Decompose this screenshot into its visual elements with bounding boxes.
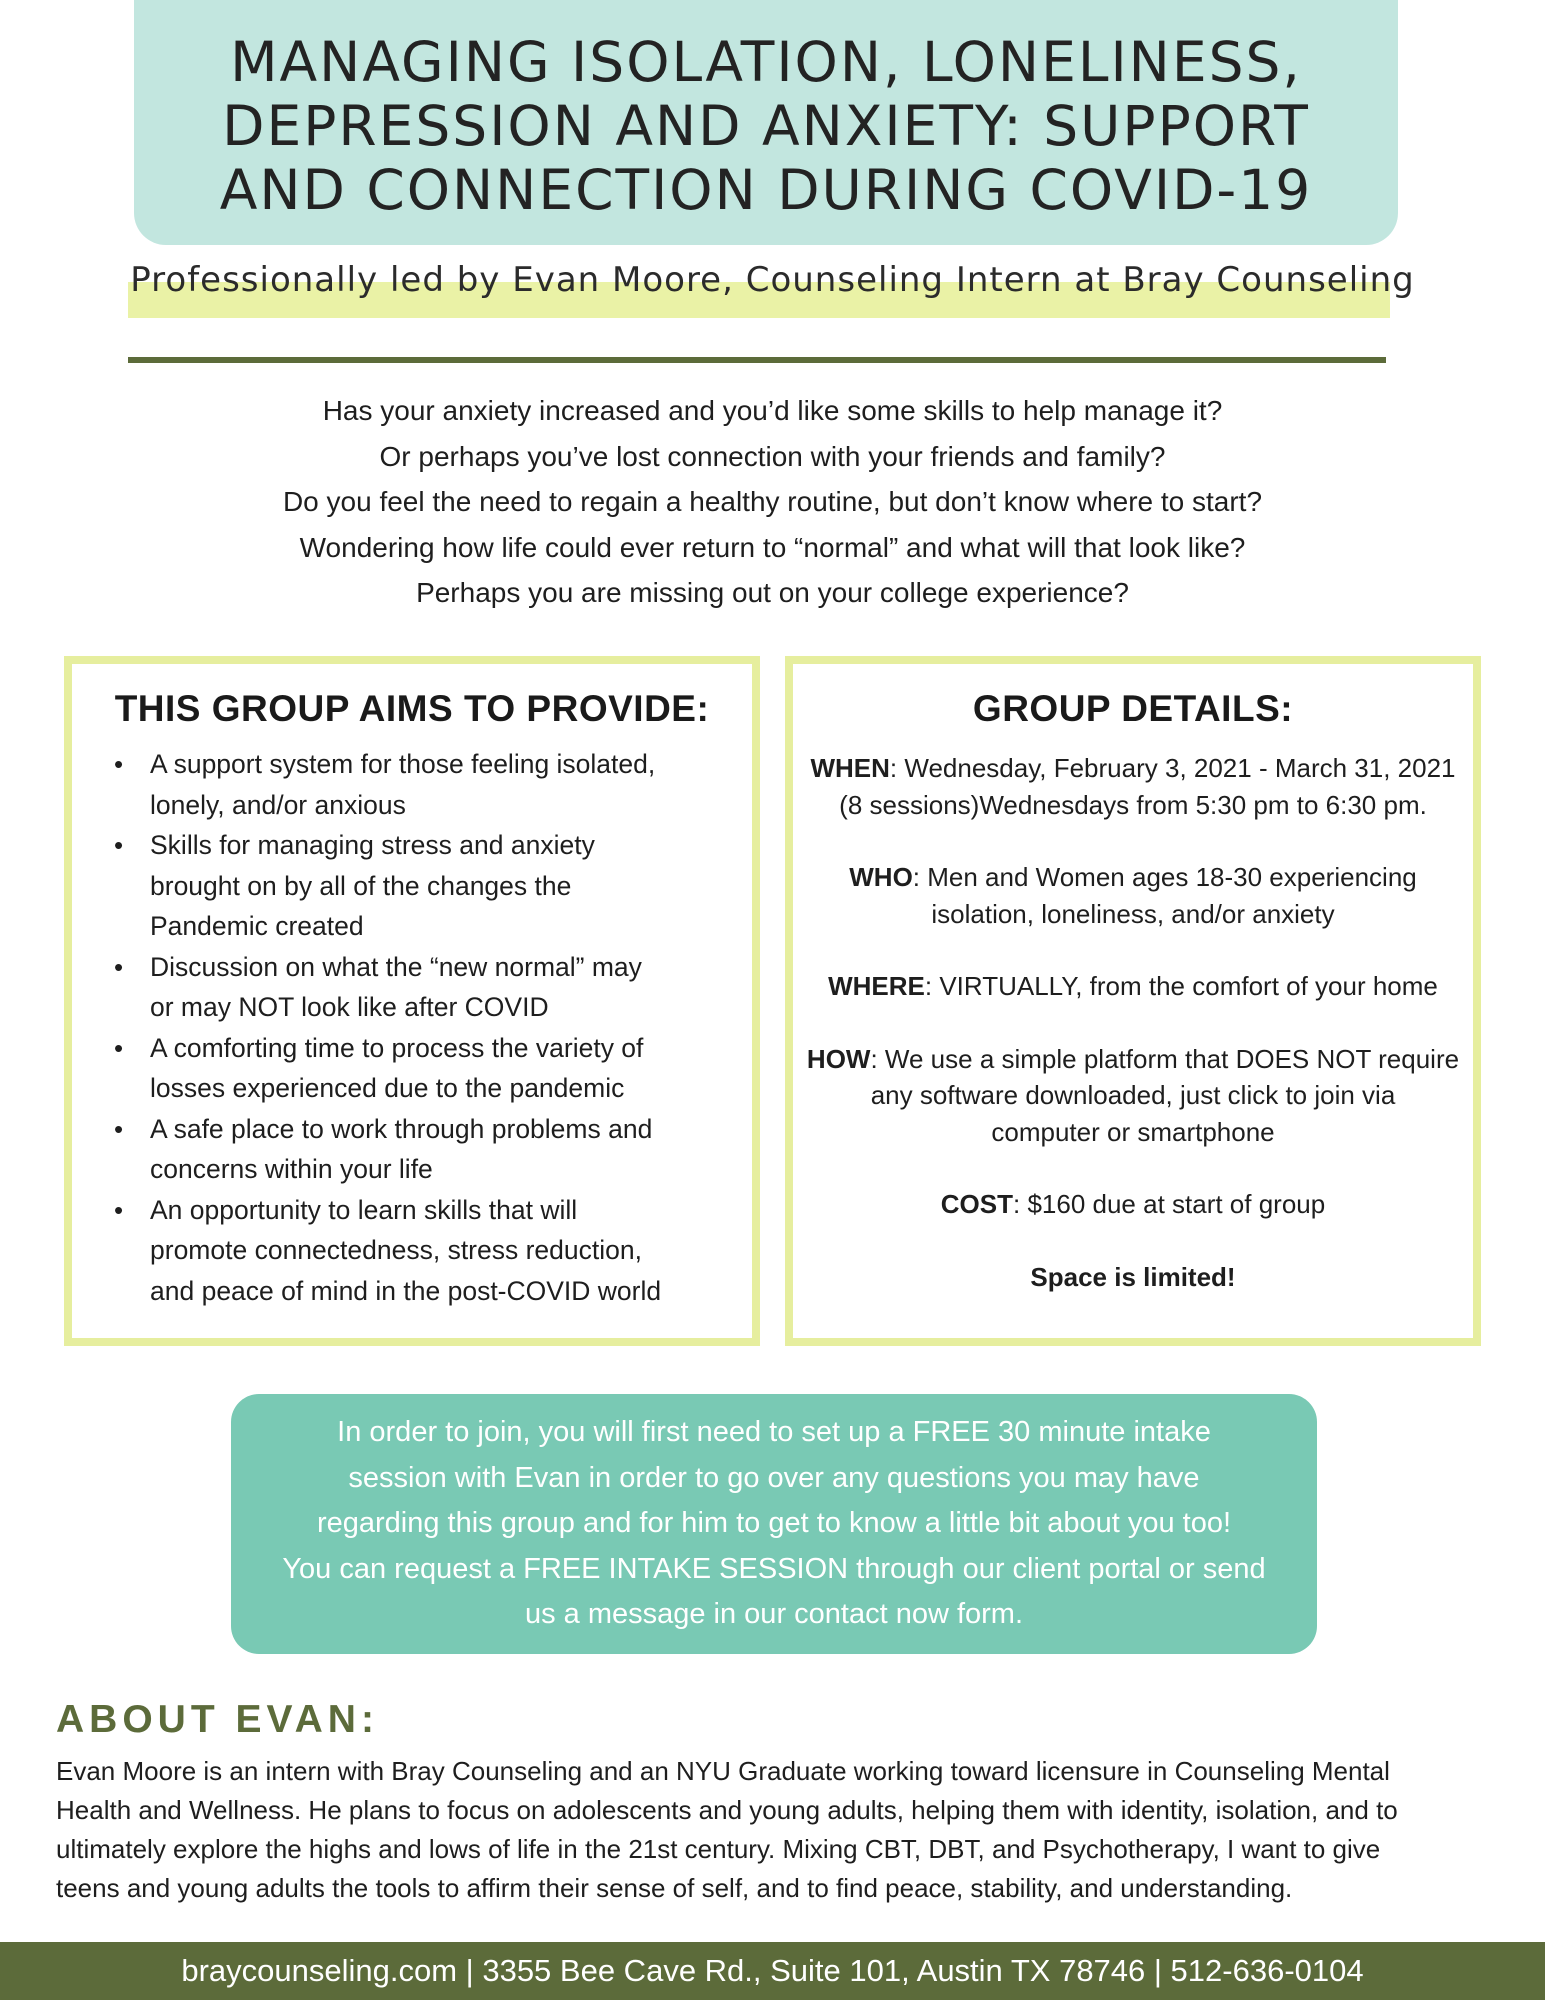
join-line: You can request a FREE INTAKE SESSION through our client portal or send (282, 1552, 1266, 1585)
detail-value: : VIRTUALLY, from the comfort of your home (924, 971, 1438, 1001)
about-heading: ABOUT EVAN: (56, 1698, 379, 1741)
details-heading: GROUP DETAILS: (972, 688, 1294, 729)
title-line: MANAGING ISOLATION, LONELINESS, (230, 29, 1302, 94)
join-line: session with Evan in order to go over any questions you may have (348, 1461, 1200, 1494)
divider (128, 357, 1386, 363)
detail-value: computer or smartphone (991, 1116, 1275, 1147)
detail-value: any software downloaded, just click to join via (870, 1080, 1396, 1110)
bullet-icon: • (114, 1194, 124, 1225)
aims-item-line: Pandemic created (150, 911, 364, 941)
join-line: us a message in our contact now form. (524, 1598, 1024, 1631)
bullet-icon: • (114, 830, 124, 860)
bullet-icon: • (114, 951, 124, 982)
detail-value: : We use a simple platform that DOES NOT require (870, 1043, 1460, 1074)
detail-label: WHO (849, 862, 913, 892)
aims-item-line: A comforting time to process the variety of (150, 1032, 644, 1063)
aims-item (112, 1028, 752, 1109)
subtitle: Professionally led by Evan Moore, Counseling Intern at Bray Counseling (130, 260, 1415, 300)
aims-item (112, 947, 752, 1028)
aims-item-line: brought on by all of the changes the (150, 870, 572, 901)
about-line: Health and Wellness. He plans to focus on adolescents and young adults, helping them with identity, isolation, and to (56, 1795, 1398, 1825)
intro-line: Do you feel the need to regain a healthy routine, but don’t know where to start? (282, 486, 1263, 517)
subtitle-block (0, 254, 1545, 324)
aims-item-line: and peace of mind in the post-COVID world (150, 1275, 662, 1306)
title-line: DEPRESSION AND ANXIETY: SUPPORT (222, 93, 1310, 158)
aims-item-line: Discussion on what the “new normal” may (150, 951, 642, 982)
detail-cost (793, 1186, 1473, 1223)
detail-value: : $160 due at start of group (1013, 1189, 1326, 1219)
intro-line: Or perhaps you’ve lost connection with your friends and family? (379, 440, 1166, 472)
details-list (793, 750, 1473, 1295)
join-callout (231, 1394, 1317, 1654)
detail-value: isolation, loneliness, and/or anxiety (931, 898, 1335, 929)
detail-label: HOW (806, 1043, 871, 1074)
detail-label: WHEN (810, 753, 890, 783)
intro-line: Has your anxiety increased and you’d like some skills to help manage it? (322, 395, 1223, 426)
footer-contact: braycounseling.com | 3355 Bee Cave Rd., Suite 101, Austin TX 78746 | 512-636-0104 (181, 1953, 1364, 1988)
about-line: teens and young adults the tools to affirm their sense of self, and to find peace, stability, and understanding. (56, 1873, 1293, 1903)
detail-value: : Men and Women ages 18-30 experiencing (912, 862, 1417, 892)
bullet-icon: • (114, 1032, 124, 1063)
detail-label: COST (940, 1189, 1013, 1219)
aims-item-line: or may NOT look like after COVID (150, 992, 549, 1022)
bullet-icon: • (114, 1113, 124, 1144)
detail-who (793, 859, 1473, 932)
aims-item-line: Skills for managing stress and anxiety (150, 830, 595, 860)
bullet-icon: • (114, 749, 124, 779)
aims-list (72, 744, 752, 1311)
join-line: regarding this group and for him to get to know a little bit about you too! (316, 1507, 1232, 1540)
aims-item-line: promote connectedness, stress reduction, (150, 1235, 642, 1265)
aims-item-line: An opportunity to learn skills that will (150, 1194, 578, 1225)
join-line: In order to join, you will first need to set up a FREE 30 minute intake (337, 1416, 1211, 1449)
detail-value: (8 sessions)Wednesdays from 5:30 pm to 6:30 pm. (839, 789, 1427, 820)
aims-item-line: losses experienced due to the pandemic (150, 1073, 625, 1103)
aims-box (64, 656, 760, 1346)
about-line: ultimately explore the highs and lows of life in the 21st century. Mixing CBT, DBT, and Psychotherapy, I want to give (56, 1834, 1381, 1864)
footer-bar (0, 1942, 1545, 2000)
space-limited-note: Space is limited! (1030, 1261, 1236, 1292)
aims-item (112, 1109, 752, 1190)
aims-item (112, 744, 752, 825)
title-line: AND CONNECTION DURING COVID-19 (219, 157, 1313, 222)
about-body (56, 1752, 1506, 1908)
detail-when (793, 750, 1473, 823)
aims-heading: THIS GROUP AIMS TO PROVIDE: (114, 688, 710, 729)
aims-item-line: concerns within your life (150, 1154, 433, 1184)
detail-value: : Wednesday, February 3, 2021 - March 31, 2021 (889, 753, 1456, 783)
intro-line: Wondering how life could ever return to “normal” and what will that look like? (299, 531, 1246, 563)
aims-item (112, 1190, 752, 1312)
intro-questions (0, 388, 1545, 616)
about-line: Evan Moore is an intern with Bray Counseling and an NYU Graduate working toward licensure in Counseling Mental (56, 1756, 1390, 1786)
aims-item-line: lonely, and/or anxious (150, 789, 406, 820)
intro-line: Perhaps you are missing out on your college experience? (416, 577, 1129, 608)
aims-item (112, 825, 752, 947)
aims-item-line: A safe place to work through problems and (150, 1113, 653, 1144)
details-box (785, 656, 1481, 1346)
detail-how (793, 1041, 1473, 1151)
aims-item-line: A support system for those feeling isolated, (150, 749, 656, 779)
detail-where (793, 968, 1473, 1005)
detail-label: WHERE (828, 971, 925, 1001)
title-banner (134, 0, 1398, 245)
